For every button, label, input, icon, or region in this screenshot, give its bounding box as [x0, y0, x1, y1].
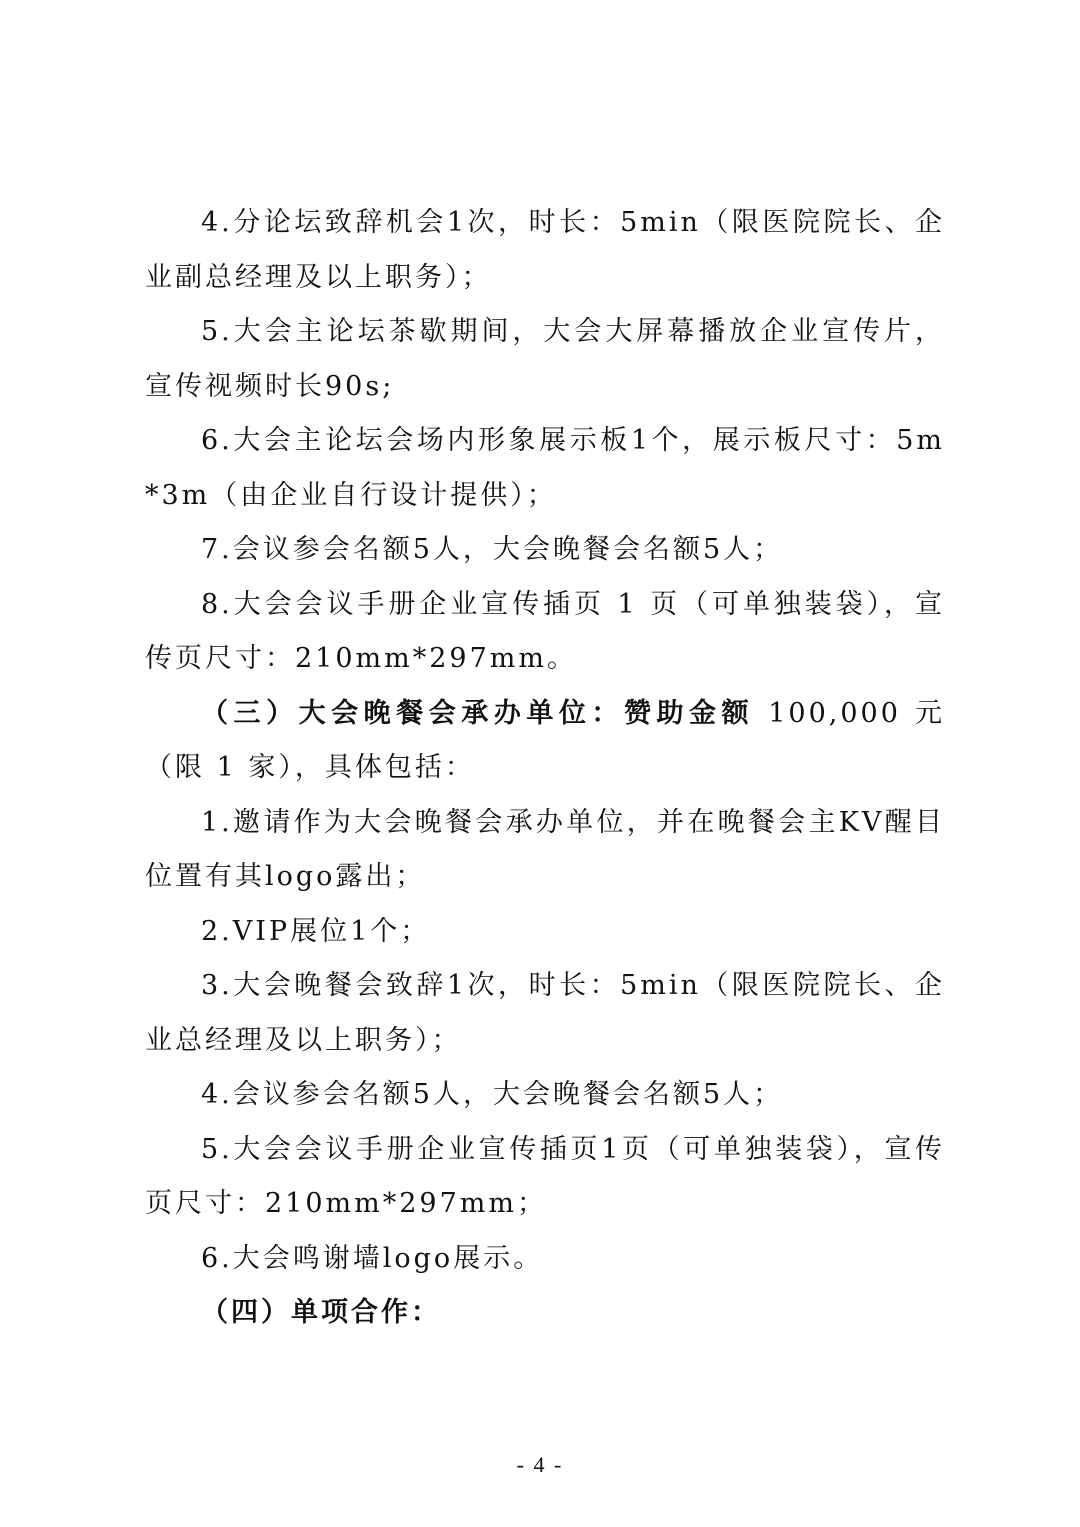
- section-3-item-4: 4.会议参会名额5人，大会晚餐会名额5人；: [201, 1079, 784, 1110]
- paragraph-item-8: 8.大会会议手册企业宣传插页 1 页（可单独装袋），宣传页尺寸：210mm*297mm。: [145, 588, 945, 674]
- section-3-heading-bold: （三）大会晚餐会承办单位：赞助金额: [201, 697, 755, 729]
- section-3-heading-rest: 100,000 元（限 1 家），具体包括：: [145, 697, 945, 783]
- page-number: - 4 -: [516, 1452, 564, 1477]
- page-body: [145, 196, 945, 1341]
- paragraph-item-5: 5.大会主论坛茶歇期间，大会大屏幕播放企业宣传片，宣传视频时长90s;: [145, 316, 945, 402]
- section-3-item-6: 6.大会鸣谢墙logo展示。: [201, 1242, 544, 1274]
- section-3-item-1: 1.邀请作为大会晚餐会承办单位，并在晚餐会主KV醒目位置有其logo露出；: [145, 806, 945, 892]
- paragraph-item-7: 7.会议参会名额5人，大会晚餐会名额5人；: [201, 534, 784, 565]
- section-3-item-5: 5.大会会议手册企业宣传插页1页（可单独装袋），宣传页尺寸：210mm*297mm；: [145, 1133, 945, 1219]
- paragraph-item-6: 6.大会主论坛会场内形象展示板1个，展示板尺寸：5m*3m（由企业自行设计提供）；: [145, 425, 945, 511]
- section-3-item-3: 3.大会晚餐会致辞1次，时长：5min（限医院院长、企业总经理及以上职务）；: [145, 970, 945, 1056]
- paragraph-item-4: 4.分论坛致辞机会1次，时长：5min（限医院院长、企业副总经理及以上职务）；: [145, 207, 945, 293]
- section-3-item-2: 2.VIP展位1个；: [201, 915, 431, 947]
- section-3-heading: [145, 687, 945, 796]
- section-4-heading: （四）单项合作：: [201, 1297, 441, 1328]
